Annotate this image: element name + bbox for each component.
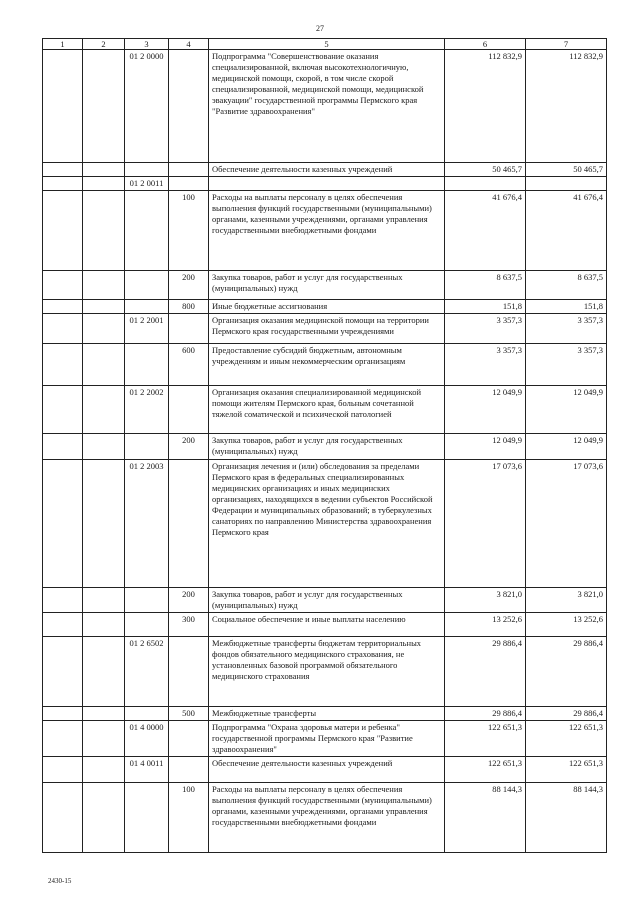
empty-cell <box>43 50 83 163</box>
target-code-cell: 01 4 0000 <box>125 721 169 757</box>
amount-col6-cell: 151,8 <box>445 300 526 314</box>
empty-cell <box>43 721 83 757</box>
expense-type-cell: 200 <box>169 271 209 300</box>
amount-col7-cell: 151,8 <box>526 300 607 314</box>
empty-cell <box>83 177 125 191</box>
empty-cell <box>43 271 83 300</box>
item-name-cell: Межбюджетные трансферты <box>209 707 445 721</box>
item-name-cell: Расходы на выплаты персоналу в целях обеспечения выполнения функций государственными (муниципальными) органами, казенными учреждениями, органами управления государственными внебюджетными фондами <box>209 191 445 271</box>
target-code-cell <box>125 707 169 721</box>
amount-col7-cell: 13 252,6 <box>526 613 607 637</box>
empty-cell <box>43 191 83 271</box>
empty-cell <box>43 707 83 721</box>
item-name-cell: Обеспечение деятельности казенных учреждений <box>209 163 445 177</box>
target-code-cell: 01 2 2002 <box>125 386 169 434</box>
target-code-cell <box>125 344 169 386</box>
empty-cell <box>83 613 125 637</box>
target-code-cell <box>125 613 169 637</box>
amount-col6-cell: 12 049,9 <box>445 386 526 434</box>
expense-type-cell <box>169 757 209 783</box>
empty-cell <box>83 460 125 588</box>
target-code-cell <box>125 434 169 460</box>
expense-type-cell <box>169 314 209 344</box>
expense-type-cell <box>169 163 209 177</box>
amount-col6-cell: 3 821,0 <box>445 588 526 613</box>
item-name-cell: Закупка товаров, работ и услуг для государственных (муниципальных) нужд <box>209 588 445 613</box>
table-row <box>43 163 607 177</box>
item-name-cell: Закупка товаров, работ и услуг для государственных (муниципальных) нужд <box>209 271 445 300</box>
amount-col7-cell: 112 832,9 <box>526 50 607 163</box>
amount-col7-cell: 88 144,3 <box>526 783 607 853</box>
amount-col6-cell: 122 651,3 <box>445 721 526 757</box>
amount-col6-cell: 88 144,3 <box>445 783 526 853</box>
amount-col7-cell: 17 073,6 <box>526 460 607 588</box>
empty-cell <box>43 460 83 588</box>
expense-type-cell <box>169 386 209 434</box>
target-code-cell: 01 2 0000 <box>125 50 169 163</box>
target-code-cell: 01 2 6502 <box>125 637 169 707</box>
footer-code: 2430-15 <box>48 877 72 885</box>
table-row <box>43 637 607 707</box>
table-row <box>43 613 607 637</box>
item-name-cell: Подпрограмма "Охрана здоровья матери и ребенка" государственной программы Пермского края "Развитие здравоохранения" <box>209 721 445 757</box>
table-row <box>43 386 607 434</box>
column-header-3: 3 <box>125 39 169 50</box>
header-row <box>43 39 607 50</box>
target-code-cell <box>125 300 169 314</box>
item-name-cell <box>209 177 445 191</box>
empty-cell <box>43 177 83 191</box>
column-header-1: 1 <box>43 39 83 50</box>
amount-col7-cell <box>526 177 607 191</box>
item-name-cell: Иные бюджетные ассигнования <box>209 300 445 314</box>
expense-type-cell: 600 <box>169 344 209 386</box>
amount-col6-cell: 29 886,4 <box>445 707 526 721</box>
amount-col6-cell: 50 465,7 <box>445 163 526 177</box>
empty-cell <box>43 300 83 314</box>
expense-type-cell <box>169 637 209 707</box>
empty-cell <box>83 271 125 300</box>
empty-cell <box>43 757 83 783</box>
expense-type-cell: 300 <box>169 613 209 637</box>
empty-cell <box>83 588 125 613</box>
column-header-4: 4 <box>169 39 209 50</box>
empty-cell <box>43 163 83 177</box>
column-header-2: 2 <box>83 39 125 50</box>
amount-col7-cell: 12 049,9 <box>526 386 607 434</box>
item-name-cell: Организация оказания специализированной медицинской помощи жителям Пермского края, больным сочетанной тяжелой соматической и психической патологией <box>209 386 445 434</box>
expense-type-cell: 200 <box>169 588 209 613</box>
item-name-cell: Закупка товаров, работ и услуг для государственных (муниципальных) нужд <box>209 434 445 460</box>
item-name-cell: Расходы на выплаты персоналу в целях обеспечения выполнения функций государственными (муниципальными) органами, казенными учреждениями, органами управления государственными внебюджетными фондами <box>209 783 445 853</box>
amount-col6-cell: 12 049,9 <box>445 434 526 460</box>
table-row <box>43 460 607 588</box>
table-row <box>43 314 607 344</box>
empty-cell <box>83 386 125 434</box>
empty-cell <box>83 783 125 853</box>
empty-cell <box>83 300 125 314</box>
expense-type-cell <box>169 50 209 163</box>
empty-cell <box>83 163 125 177</box>
table-row <box>43 783 607 853</box>
target-code-cell: 01 4 0011 <box>125 757 169 783</box>
empty-cell <box>83 721 125 757</box>
table-row <box>43 271 607 300</box>
table-row <box>43 191 607 271</box>
amount-col6-cell: 122 651,3 <box>445 757 526 783</box>
target-code-cell <box>125 191 169 271</box>
amount-col6-cell: 112 832,9 <box>445 50 526 163</box>
expense-type-cell <box>169 177 209 191</box>
item-name-cell: Организация оказания медицинской помощи на территории Пермского края государственными учреждениями <box>209 314 445 344</box>
amount-col7-cell: 41 676,4 <box>526 191 607 271</box>
empty-cell <box>43 783 83 853</box>
amount-col7-cell: 8 637,5 <box>526 271 607 300</box>
table-row <box>43 177 607 191</box>
empty-cell <box>83 757 125 783</box>
column-header-7: 7 <box>526 39 607 50</box>
empty-cell <box>43 386 83 434</box>
empty-cell <box>43 314 83 344</box>
amount-col7-cell: 12 049,9 <box>526 434 607 460</box>
amount-col6-cell: 8 637,5 <box>445 271 526 300</box>
amount-col6-cell <box>445 177 526 191</box>
item-name-cell: Организация лечения и (или) обследования за пределами Пермского края в федеральных специализированных медицинских организациях и иных медицинских организациях, находящихся в ведении субъектов Российской Федерации и муниципальных образований; в туберкулезных санаториях по направлению Министерства здравоохранения Пермского края <box>209 460 445 588</box>
table-row <box>43 50 607 163</box>
expense-type-cell: 800 <box>169 300 209 314</box>
item-name-cell: Предоставление субсидий бюджетным, автономным учреждениям и иным некоммерческим организациям <box>209 344 445 386</box>
amount-col7-cell: 29 886,4 <box>526 637 607 707</box>
table-row <box>43 757 607 783</box>
table-row <box>43 344 607 386</box>
amount-col7-cell: 122 651,3 <box>526 757 607 783</box>
item-name-cell: Социальное обеспечение и иные выплаты населению <box>209 613 445 637</box>
column-header-5: 5 <box>209 39 445 50</box>
table-row <box>43 721 607 757</box>
empty-cell <box>83 50 125 163</box>
empty-cell <box>43 434 83 460</box>
item-name-cell: Подпрограмма "Совершенствование оказания специализированной, включая высокотехнологичную, медицинской помощи, скорой, в том числе скорой специализированной, медицинской помощи, медицинской эвакуации" государственной программы Пермского края "Развитие здравоохранения" <box>209 50 445 163</box>
amount-col6-cell: 41 676,4 <box>445 191 526 271</box>
item-name-cell: Обеспечение деятельности казенных учреждений <box>209 757 445 783</box>
amount-col6-cell: 3 357,3 <box>445 314 526 344</box>
empty-cell <box>83 637 125 707</box>
target-code-cell <box>125 271 169 300</box>
empty-cell <box>83 314 125 344</box>
expense-type-cell <box>169 460 209 588</box>
table-row <box>43 300 607 314</box>
empty-cell <box>43 613 83 637</box>
empty-cell <box>83 707 125 721</box>
table-row <box>43 707 607 721</box>
expense-type-cell: 500 <box>169 707 209 721</box>
item-name-cell: Межбюджетные трансферты бюджетам территориальных фондов обязательного медицинского страхования, не установленных базовой программой обязательного медицинского страхования <box>209 637 445 707</box>
expense-type-cell <box>169 721 209 757</box>
expense-type-cell: 100 <box>169 783 209 853</box>
amount-col6-cell: 29 886,4 <box>445 637 526 707</box>
amount-col6-cell: 13 252,6 <box>445 613 526 637</box>
empty-cell <box>43 637 83 707</box>
empty-cell <box>83 191 125 271</box>
expense-type-cell: 100 <box>169 191 209 271</box>
target-code-cell <box>125 163 169 177</box>
empty-cell <box>43 588 83 613</box>
target-code-cell: 01 2 0011 <box>125 177 169 191</box>
amount-col6-cell: 17 073,6 <box>445 460 526 588</box>
empty-cell <box>83 344 125 386</box>
table-row <box>43 588 607 613</box>
amount-col6-cell: 3 357,3 <box>445 344 526 386</box>
target-code-cell: 01 2 2003 <box>125 460 169 588</box>
budget-table <box>42 38 607 853</box>
target-code-cell <box>125 783 169 853</box>
column-header-6: 6 <box>445 39 526 50</box>
expense-type-cell: 200 <box>169 434 209 460</box>
page-number: 27 <box>316 24 324 33</box>
table-row <box>43 434 607 460</box>
amount-col7-cell: 3 357,3 <box>526 314 607 344</box>
amount-col7-cell: 29 886,4 <box>526 707 607 721</box>
empty-cell <box>83 434 125 460</box>
empty-cell <box>43 344 83 386</box>
amount-col7-cell: 50 465,7 <box>526 163 607 177</box>
amount-col7-cell: 3 821,0 <box>526 588 607 613</box>
target-code-cell <box>125 588 169 613</box>
target-code-cell: 01 2 2001 <box>125 314 169 344</box>
amount-col7-cell: 3 357,3 <box>526 344 607 386</box>
amount-col7-cell: 122 651,3 <box>526 721 607 757</box>
